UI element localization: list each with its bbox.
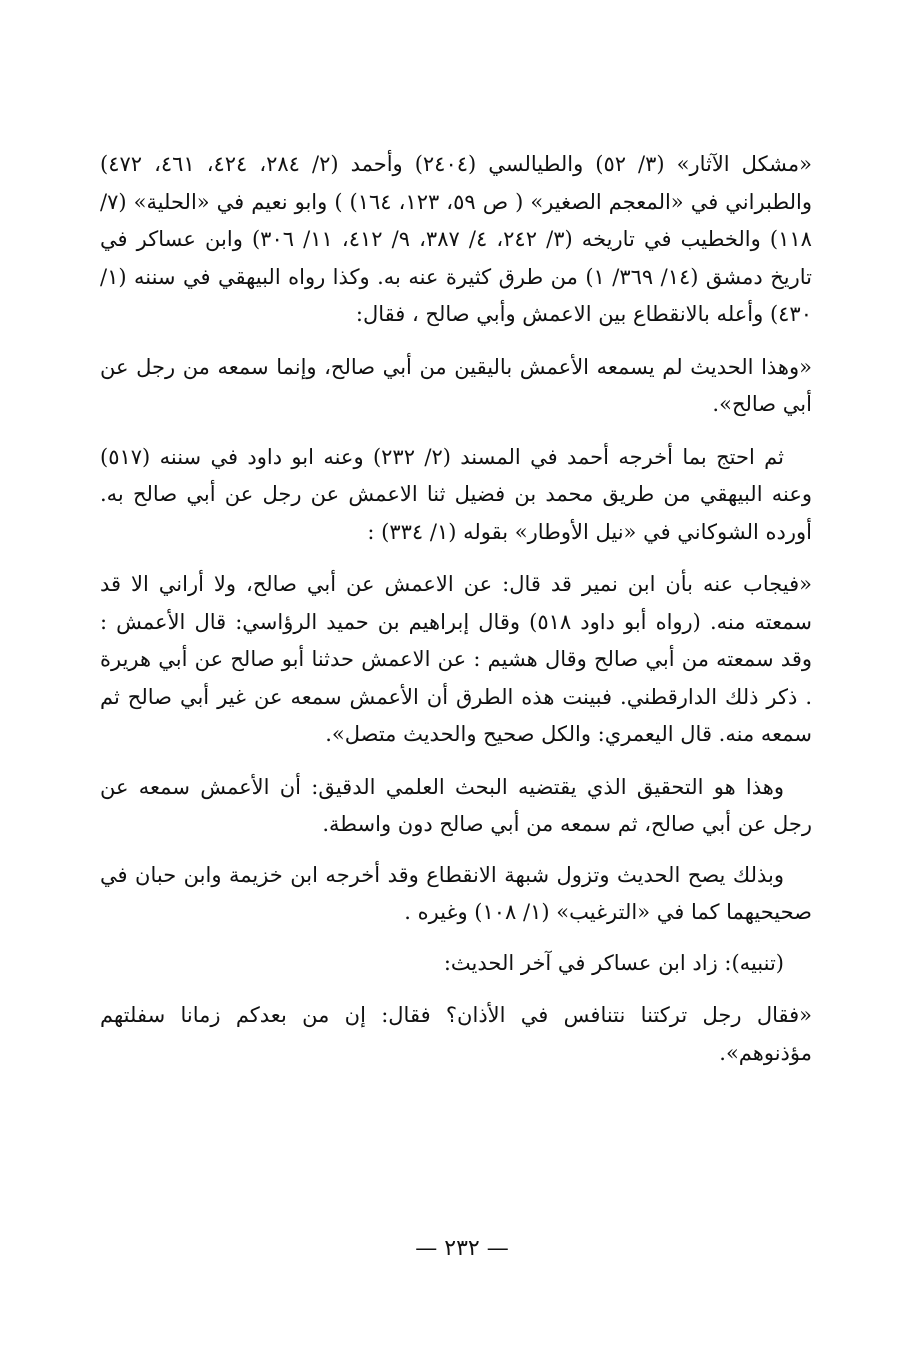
paragraph-note: (تنبيه): زاد ابن عساكر في آخر الحديث: (443, 950, 784, 975)
paragraph-sources: «مشكل الآثار» (٣/ ٥٢) والطيالسي (٢٤٠٤) وأحمد (٢/ ٢٨٤، ٤٢٤، ٤٦١، ٤٧٢) والطبراني في «المعجم الصغير» ( ص ٥٩، ١٢٣، ١٦٤) ) وابو نعيم في «الحلية» (٧/ ١١٨) والخطيب في تاريخه (٣/ ٢٤٢، ٤/ ٣٨٧، ٩/ ٤١٢، ١١/ ٣٠٦) وابن عساكر في تاريخ دمشق (١٤/ ٣٦٩/ ١) من طرق كثيرة عنه به. وكذا رواه البيهقي في سننه (١/ ٤٣٠) وأعله بالانقطاع بين الاعمش وأبي صالح ، فقال: (100, 152, 812, 326)
paragraph-authentication: وبذلك يصح الحديث وتزول شبهة الانقطاع وقد أخرجه ابن خزيمة وابن حبان في صحيحيهما كما في «الترغيب» (١/ ١٠٨) وغيره . (100, 862, 812, 924)
paragraph-ahmad-evidence: ثم احتج بما أخرجه أحمد في المسند (٢/ ٢٣٢) وعنه ابو داود في سننه (٥١٧) وعنه البيهقي من طريق محمد بن فضيل ثنا الاعمش عن رجل عن أبي صالح به. أورده الشوكاني في «نيل الأوطار» بقوله (١/ ٣٣٤) : (100, 444, 812, 544)
paragraph-verification: وهذا هو التحقيق الذي يقتضيه البحث العلمي الدقيق: أن الأعمش سمعه عن رجل عن أبي صالح، ثم سمعه من أبي صالح دون واسطة. (100, 774, 812, 836)
page-body (100, 146, 812, 1072)
paragraph-addition-quote: «فقال رجل تركتنا نتنافس في الأذان؟ فقال: إن من بعدكم زمانا سفلتهم مؤذنوهم». (100, 1003, 812, 1065)
page-number: — ٢٣٢ — (415, 1236, 509, 1261)
paragraph-bayhaqi-quote: «وهذا الحديث لم يسمعه الأعمش باليقين من أبي صالح، وإنما سمعه من رجل عن أبي صالح». (100, 354, 812, 416)
paragraph-shawkani-quote: «فيجاب عنه بأن ابن نمير قد قال: عن الاعمش عن أبي صالح، ولا أراني الا قد سمعته منه. (رواه أبو داود ٥١٨) وقال إبراهيم بن حميد الرؤاسي: قال الأعمش : وقد سمعته من أبي صالح وقال هشيم : عن الاعمش حدثنا أبو صالح عن أبي هريرة . ذكر ذلك الدارقطني. فبينت هذه الطرق أن الأعمش سمعه عن غير أبي صالح ثم سمعه منه. قال اليعمري: والكل صحيح والحديث متصل». (100, 572, 812, 746)
